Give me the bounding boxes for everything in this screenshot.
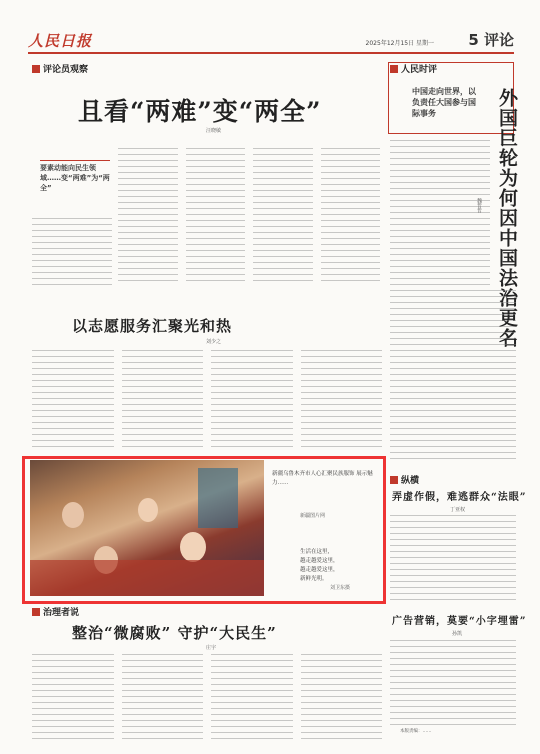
main-article-body <box>118 148 380 286</box>
corruption-byline: 庄宇 <box>206 645 217 651</box>
photo-credit: 新疆图片网 <box>300 513 326 519</box>
corruption-headline: 整治“微腐败” 守护“大民生” <box>72 624 277 642</box>
tag-governance: 治理者说 <box>32 605 79 618</box>
tag-commentator: 评论员观察 <box>32 62 88 75</box>
poem-line: 越走越爱这里， <box>300 558 339 564</box>
vertical-headline: 外国巨轮为何因中国法治更名 <box>496 88 518 348</box>
photo-poem <box>300 548 339 584</box>
fake-article-body <box>390 515 516 603</box>
poem-line: 越走越爱这里， <box>300 567 339 573</box>
volunteer-byline: 刘少之 <box>206 339 222 345</box>
festival-photo <box>30 460 264 596</box>
ad-byline: 孙凯 <box>452 631 463 637</box>
fake-byline: 丁亚权 <box>450 507 466 513</box>
page-footer: 本版责编：…… <box>400 729 432 734</box>
issue-date: 2025年12月15日 星期一 <box>365 40 434 47</box>
tag-lens: 纵横 <box>390 473 419 486</box>
main-pull-quote: 要素动能向民生领域……变“两难”为“两全” <box>40 160 110 193</box>
sidebar-body <box>390 290 516 460</box>
ad-article-body <box>390 640 516 726</box>
poem-line: 新鲜光明。 <box>300 576 328 582</box>
photo-credit-extra: 刘卫东摄 <box>330 585 351 591</box>
main-headline: 且看“两难”变“两全” <box>78 97 322 126</box>
main-article-body-left <box>32 218 112 286</box>
main-byline: 汪晓敏 <box>206 128 222 134</box>
corruption-article-body <box>32 654 382 742</box>
sidebar-body-top <box>390 140 490 288</box>
photo-caption: 新疆乌鲁木齐市人心汇聚民族服饰 展示魅力…… <box>272 471 373 486</box>
volunteer-headline: 以志愿服务汇聚光和热 <box>72 317 233 335</box>
page-number: 5 评论 <box>468 31 514 49</box>
newspaper-logo: 人民日报 <box>28 32 93 50</box>
vertical-byline: 魏哲哲 <box>476 198 482 213</box>
volunteer-article-body <box>32 350 382 450</box>
masthead <box>28 28 514 54</box>
sidebar-box-title: 中国走向世界，以负责任大国参与国际事务 <box>412 87 476 118</box>
ad-headline: 广告营销，莫要“小字埋雷” <box>392 616 527 627</box>
fake-headline: 弄虚作假，难逃群众“法眼” <box>392 492 527 503</box>
tag-people: 人民时评 <box>390 62 437 75</box>
poem-line: 生活在这里， <box>300 549 334 555</box>
